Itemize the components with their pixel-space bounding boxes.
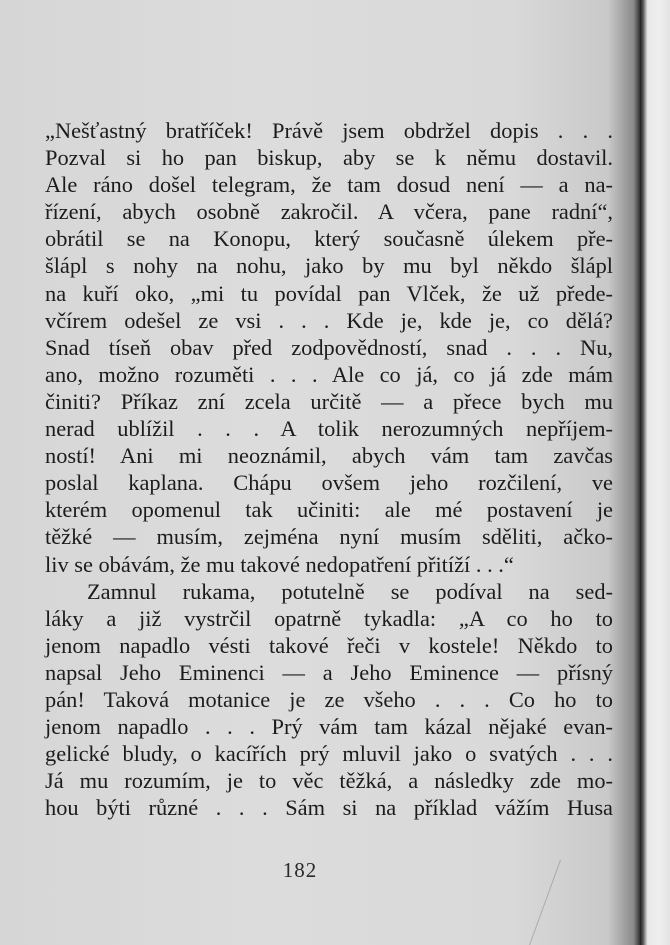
text-line: jenom napadlo . . . Prý vám tam kázal nějaké evan- (45, 714, 613, 740)
text-line: jenom napadlo vésti takové řeči v kostele! Někdo to (45, 632, 613, 658)
text-line: hou býti různé . . . Sám si na příklad vážím Husa (45, 795, 613, 821)
paragraph-start-line: Zamnul rukama, potutelně se podíval na sed- (87, 578, 613, 604)
text-line: včírem odešel ze vsi . . . Kde je, kde je, co dělá? (45, 307, 613, 333)
text-line: gelické bludy, o kacířích prý mluvil jako o svatých . . . (45, 741, 613, 767)
text-line: činiti? Příkaz zní zcela určitě — a přece bych mu (45, 388, 613, 414)
text-line: liv se obávám, že mu takové nedopatření přitíží . . .“ (45, 551, 514, 577)
body-text (45, 117, 613, 821)
text-line: „Nešťastný bratříček! Právě jsem obdržel dopis . . . (45, 118, 613, 143)
text-line: Já mu rozumím, je to věc těžká, a následky zde mo- (45, 768, 613, 794)
text-line: těžké — musím, zejména nyní musím sděliti, ačko- (45, 524, 613, 550)
text-line: obrátil se na Konopu, který současně úlekem pře- (45, 226, 613, 252)
text-line: Pozval si ho pan biskup, aby se k němu dostavil. (45, 145, 613, 171)
text-line: řízení, abych osobně zakročil. A včera, pane radní“, (45, 199, 613, 225)
text-line: napsal Jeho Eminenci — a Jeho Eminence — přísný (45, 659, 613, 685)
text-line: Ale ráno došel telegram, že tam dosud není — a na- (45, 172, 613, 198)
text-line: kterém opomenul tak učiniti: ale mé postavení je (45, 497, 613, 523)
book-binding-edge (640, 0, 670, 945)
text-line: šlápl s nohy na nohu, jako by mu byl někdo šlápl (45, 253, 613, 279)
text-line: poslal kaplana. Chápu ovšem jeho rozčilení, ve (45, 470, 613, 496)
text-line: ano, možno rozuměti . . . Ale co já, co já zde mám (45, 361, 613, 387)
text-line: láky a již vystrčil opatrně tykadla: „A co ho to (45, 605, 613, 631)
text-line: Snad tíseň obav před zodpovědností, snad . . . Nu, (45, 334, 613, 360)
text-line: ností! Ani mi neoznámil, abych vám tam zavčas (45, 443, 613, 469)
text-line: na kuří oko, „mi tu povídal pan Vlček, že už přede- (45, 280, 613, 306)
text-line: nerad ublížil . . . A tolik nerozumných nepříjem- (45, 416, 613, 442)
page-number: 182 (282, 858, 318, 882)
text-line: pán! Taková motanice je ze všeho . . . Co ho to (45, 686, 613, 712)
